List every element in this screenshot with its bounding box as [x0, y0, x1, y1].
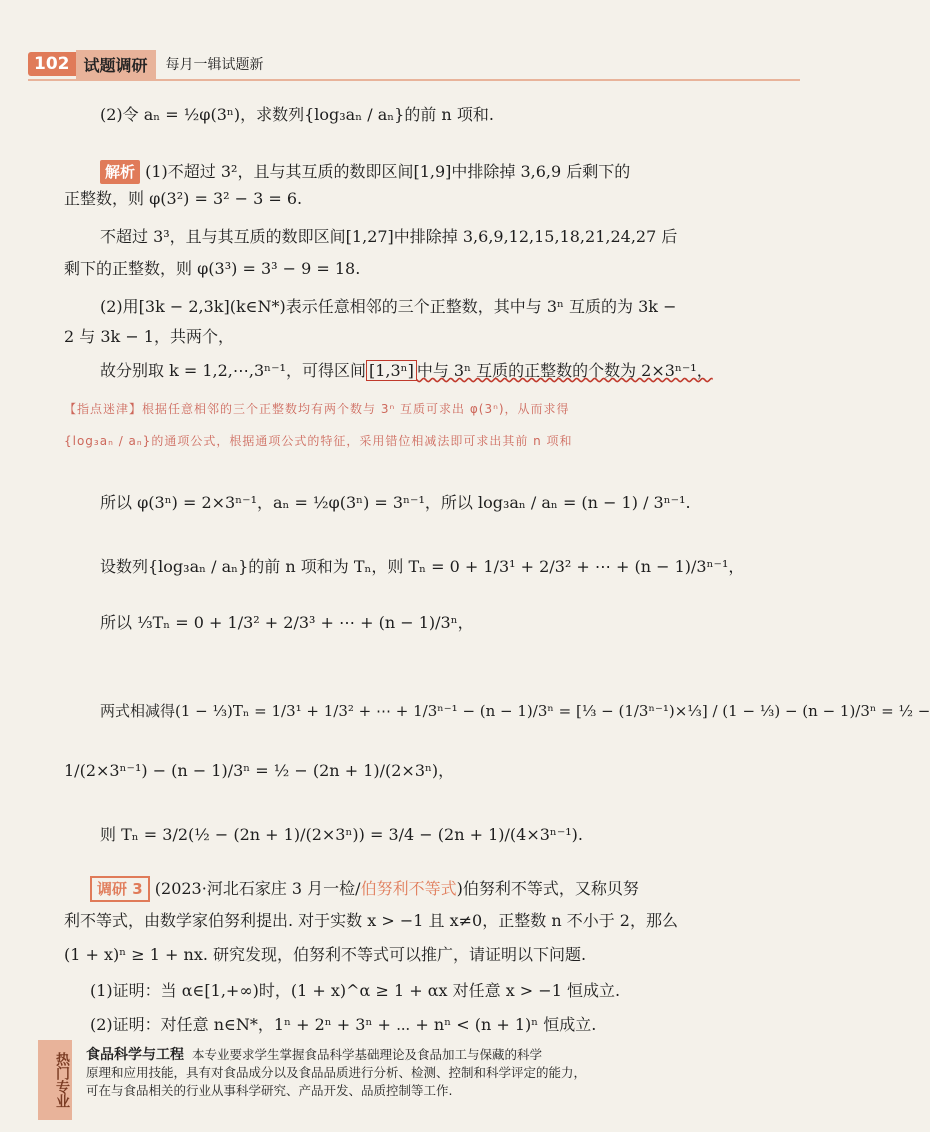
footer-body-1: 本专业要求学生掌握食品科学基础理论及食品加工与保藏的科学 — [192, 1047, 543, 1062]
analysis-text-7a: 故分别取 k = 1,2,⋯,3ⁿ⁻¹，可得区间 — [100, 361, 366, 380]
research-line-1 — [90, 876, 639, 902]
math-line-3: 所以 ⅓Tₙ = 0 + 1/3² + 2/3³ + ⋯ + (n − 1)/3ⁿ， — [100, 613, 474, 632]
research-line-3: (1 + x)ⁿ ≥ 1 + nx. 研究发现，伯努利不等式可以推广，请证明以下问题. — [64, 945, 587, 964]
math-line-1: 所以 φ(3ⁿ) = 2×3ⁿ⁻¹，aₙ = ½φ(3ⁿ) = 3ⁿ⁻¹，所以 log₃aₙ / aₙ = (n − 1) / 3ⁿ⁻¹. — [100, 493, 691, 512]
page-number: 102 — [28, 52, 76, 76]
analysis-line-1 — [100, 160, 630, 184]
research-line-2: 利不等式，由数学家伯努利提出. 对于实数 x > −1 且 x≠0，正整数 n 不小于 2，那么 — [64, 911, 678, 930]
research-text-1: )伯努利不等式，又称贝努 — [456, 879, 639, 898]
analysis-line-2: 正整数，则 φ(3²) = 3² − 3 = 6. — [64, 189, 303, 208]
math-line-2: 设数列{log₃aₙ / aₙ}的前 n 项和为 Tₙ，则 Tₙ = 0 + 1/3¹ + 2/3² + ⋯ + (n − 1)/3ⁿ⁻¹， — [100, 557, 745, 576]
analysis-line-3: 不超过 3³，且与其互质的数即区间[1,27]中排除掉 3,6,9,12,15,18,21,24,27 后 — [100, 227, 678, 246]
analysis-line-7 — [100, 360, 713, 382]
research-source: (2023·河北石家庄 3 月一检/ — [154, 879, 361, 898]
math-line-5: 1/(2×3ⁿ⁻¹) − (n − 1)/3ⁿ = ½ − (2n + 1)/(2×3ⁿ)， — [64, 761, 455, 780]
analysis-tag: 解析 — [100, 160, 140, 184]
question-2: (2)令 aₙ = ½φ(3ⁿ)，求数列{log₃aₙ / aₙ}的前 n 项和. — [100, 105, 494, 124]
research-line-4: (1)证明：当 α∈[1,+∞)时，(1 + x)^α ≥ 1 + αx 对任意 x > −1 恒成立. — [90, 981, 621, 1000]
footer-text — [86, 1046, 766, 1100]
math-line-4: 两式相减得(1 − ⅓)Tₙ = 1/3¹ + 1/3² + ⋯ + 1/3ⁿ⁻¹ − (n − 1)/3ⁿ = [⅓ − (1/3ⁿ⁻¹)×⅓] / (1 − ⅓) − (n − 1)/3ⁿ = ½ − — [100, 702, 930, 720]
analysis-line-5: (2)用[3k − 2,3k](k∈N*)表示任意相邻的三个正整数，其中与 3ⁿ 互质的为 3k − — [100, 297, 677, 316]
research-tag: 调研 3 — [90, 876, 150, 902]
header-motto: 每月一辑试题新 — [165, 57, 264, 73]
interval-highlight: [1,3ⁿ] — [366, 360, 417, 381]
analysis-text-1: (1)不超过 3²，且与其互质的数即区间[1,9]中排除掉 3,6,9 后剩下的 — [145, 162, 631, 181]
math-line-6: 则 Tₙ = 3/2(½ − (2n + 1)/(2×3ⁿ)) = 3/4 − (2n + 1)/(4×3ⁿ⁻¹). — [100, 825, 584, 844]
footer-body-2: 原理和应用技能，具有对食品成分以及食品品质进行分析、检测、控制和科学评定的能力， — [86, 1065, 587, 1080]
header-bar — [28, 50, 264, 78]
footer-body-3: 可在与食品相关的行业从事科学研究、产品开发、品质控制等工作. — [86, 1083, 453, 1098]
footer-box — [38, 1040, 768, 1120]
section-title: 试题调研 — [76, 50, 156, 79]
hint-note-1: 【指点迷津】根据任意相邻的三个正整数均有两个数与 3ⁿ 互质可求出 φ(3ⁿ)，从而求得 — [64, 402, 570, 416]
analysis-line-6: 2 与 3k − 1，共两个， — [64, 327, 234, 346]
analysis-text-7c: 中与 3ⁿ 互质的正整数的个数为 2×3ⁿ⁻¹， — [416, 361, 713, 380]
research-topic: 伯努利不等式 — [360, 879, 457, 898]
header-divider — [28, 79, 800, 81]
major-badge-icon: 热门专业 — [38, 1040, 72, 1120]
hint-note-2: {log₃aₙ / aₙ}的通项公式，根据通项公式的特征，采用错位相减法即可求出其前 n 项和 — [64, 434, 573, 448]
footer-title: 食品科学与工程 — [86, 1047, 184, 1063]
research-line-5: (2)证明：对任意 n∈N*，1ⁿ + 2ⁿ + 3ⁿ + ⋯ + nⁿ < (n + 1)ⁿ 恒成立. — [90, 1015, 597, 1034]
analysis-line-4: 剩下的正整数，则 φ(3³) = 3³ − 9 = 18. — [64, 259, 361, 278]
